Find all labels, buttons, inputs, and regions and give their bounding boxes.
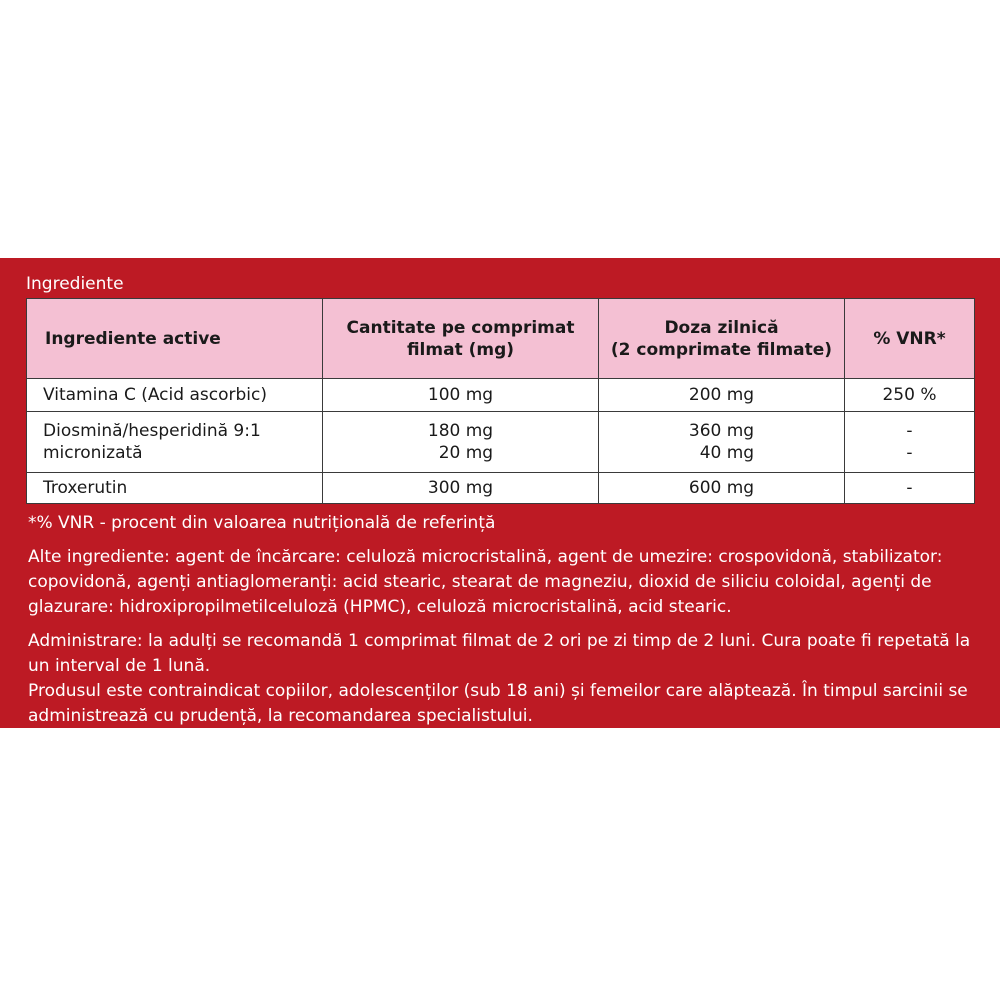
ingredient-name (27, 379, 323, 412)
quantity-cell (323, 473, 599, 504)
contraindication-text: Produsul este contraindicat copiilor, adolescenților (sub 18 ani) și femeilor care alăptează. În timpul sarcinii se administrează cu prudență, la recomandarea specialistului. (28, 681, 968, 726)
ingredients-table (26, 298, 975, 504)
vnr-cell (845, 412, 975, 473)
ingredient-name-line: micronizată (43, 443, 143, 463)
quantity-cell (323, 379, 599, 412)
table-row (27, 379, 975, 412)
daily-dose-value: 600 mg (688, 478, 755, 498)
header-quantity-line-2: filmat (mg) (406, 339, 515, 360)
other-ingredients-text: Alte ingrediente: agent de încărcare: celuloză microcristalină, agent de umezire: crospovidonă, stabilizator: copovidonă, agenți antiaglomeranți: acid stearic, stearat de magneziu, dioxid de siliciu coloidal, agenți de glazurare: hidroxipropilmetilceluloză (HPMC), celuloză microcristalină, acid stearic. (28, 547, 943, 617)
ingredients-panel (0, 258, 1000, 728)
quantity-value: 180 mg (427, 421, 494, 441)
ingredient-name-line: Troxerutin (43, 478, 128, 498)
quantity-value: 100 mg (427, 385, 494, 405)
daily-dose-cell (599, 379, 845, 412)
table-row (27, 412, 975, 473)
quantity-value: 300 mg (427, 478, 494, 498)
daily-dose-value: 200 mg (688, 385, 755, 405)
daily-dose-value: 360 mg (688, 421, 755, 441)
header-quantity-line-1: Cantitate pe comprimat (346, 317, 575, 338)
ingredient-name (27, 473, 323, 504)
quantity-value: 20 mg (438, 443, 494, 463)
header-vnr: % VNR* (845, 299, 975, 379)
daily-dose-cell (599, 412, 845, 473)
section-title: Ingrediente (26, 274, 124, 294)
ingredient-name-line: Vitamina C (Acid ascorbic) (43, 385, 267, 405)
vnr-cell (845, 379, 975, 412)
vnr-footnote: *% VNR - procent din valoarea nutrițională de referință (28, 513, 496, 533)
vnr-value: 250 % (882, 385, 937, 405)
header-active-ingredients: Ingrediente active (27, 299, 323, 379)
vnr-value: - (906, 478, 913, 498)
ingredient-name-line: Diosmină/hesperidină 9:1 (43, 421, 261, 441)
vnr-value: - (906, 443, 913, 463)
header-daily-dose (599, 299, 845, 379)
daily-dose-stack (689, 420, 754, 464)
header-daily-line-2: (2 comprimate filmate) (610, 339, 833, 360)
table-row (27, 473, 975, 504)
table-header-row (27, 299, 975, 379)
header-quantity-per-tablet (323, 299, 599, 379)
ingredient-name (27, 412, 323, 473)
notes-section (28, 511, 978, 729)
daily-dose-cell (599, 473, 845, 504)
administration-text: Administrare: la adulți se recomandă 1 comprimat filmat de 2 ori pe zi timp de 2 luni. Cura poate fi repetată la un interval de 1 lună. (28, 631, 971, 676)
daily-dose-value: 40 mg (699, 443, 755, 463)
header-daily-line-1: Doza zilnică (664, 317, 779, 338)
vnr-value: - (906, 421, 913, 441)
vnr-cell (845, 473, 975, 504)
quantity-cell (323, 412, 599, 473)
quantity-stack (428, 420, 493, 464)
